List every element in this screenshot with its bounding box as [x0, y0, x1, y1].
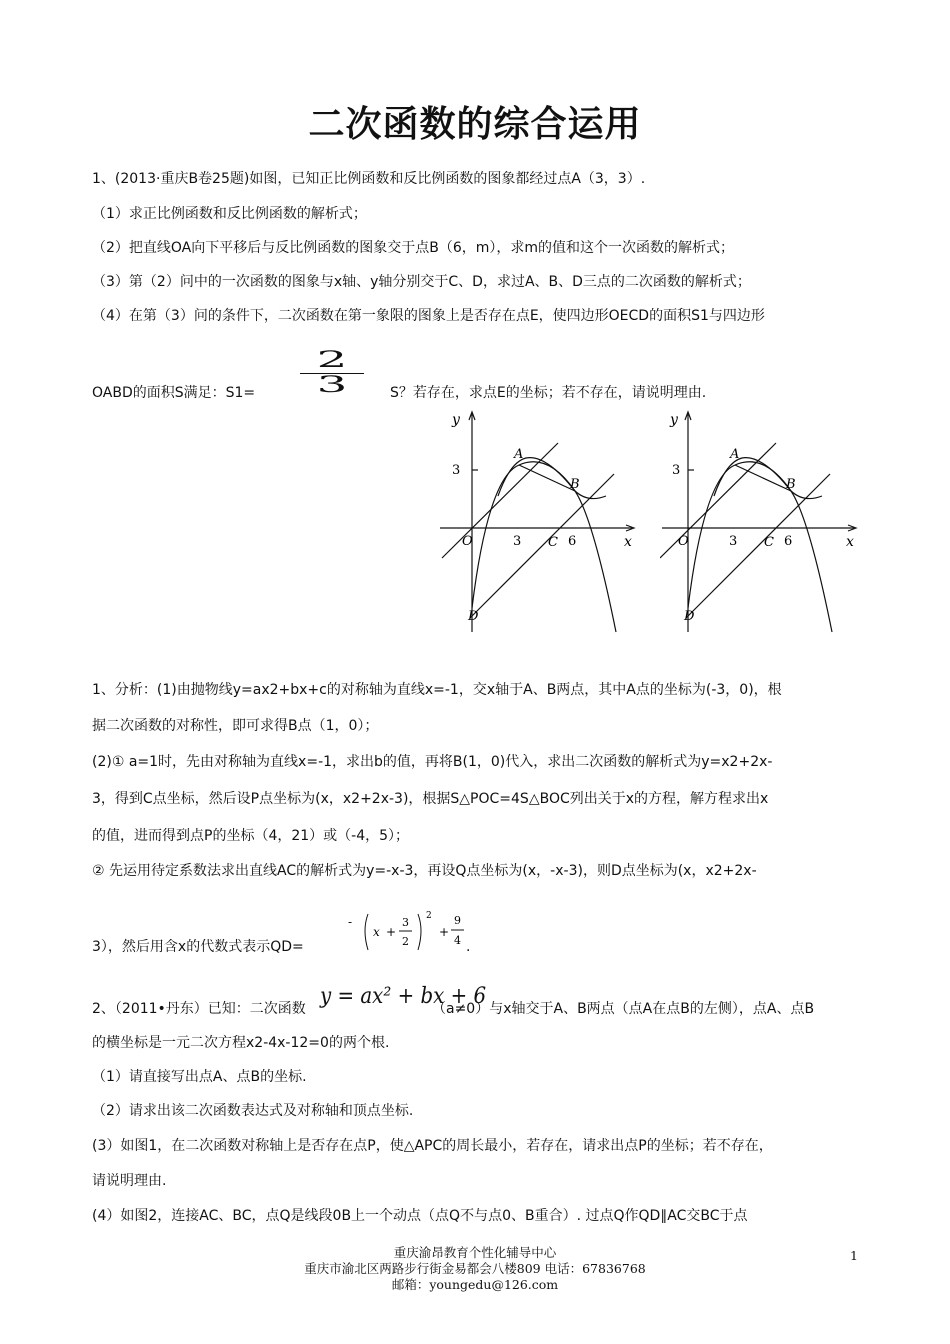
- analysis-line-5: 的值，进而得到点P的坐标（4，21）或（-4，5）；: [92, 828, 410, 844]
- label-O: O: [462, 534, 473, 549]
- formula-square: 2: [426, 911, 432, 921]
- label-A: A: [514, 447, 524, 462]
- formula-plus: +: [386, 925, 397, 939]
- formula-x: x: [373, 925, 380, 939]
- label-3x: 3: [729, 534, 738, 549]
- label-3y: 3: [672, 463, 681, 478]
- q2-line-1a: 2、（2011•丹东）已知：二次函数: [92, 1001, 306, 1017]
- footer-line-2: 重庆市渝北区两路步行街金易都会八楼809 电话：67836768: [304, 1261, 646, 1276]
- label-6: 6: [568, 534, 577, 549]
- hyperbola: [714, 458, 822, 499]
- page-title: 二次函数的综合运用: [308, 103, 642, 145]
- label-B: B: [786, 477, 796, 492]
- footer-line-1: 重庆渝昂教育个性化辅导中心: [393, 1245, 557, 1260]
- label-O: O: [678, 534, 689, 549]
- q1-part4: （4）在第（3）问的条件下，二次函数在第一象限的图象上是否存在点E，使四边形OECD的面积S1与四边形: [92, 308, 765, 324]
- q1-stem: 1、(2013·重庆B卷25题)如图，已知正比例函数和反比例函数的图象都经过点A（3，3）.: [92, 171, 646, 187]
- segment-AB: [735, 465, 791, 491]
- label-x: x: [624, 534, 632, 550]
- figure-right: [660, 408, 860, 636]
- label-A: A: [730, 447, 740, 462]
- fraction-two-thirds: [300, 350, 364, 397]
- paren-left: [365, 914, 368, 950]
- line-DB: [470, 474, 614, 618]
- formula-9: 9: [454, 914, 461, 927]
- q1-part3: （3）第（2）问中的一次函数的图象与x轴、y轴分别交于C、D，求过A、B、D三点的二次函数的解析式；: [92, 274, 751, 290]
- q2-line-2: 的横坐标是一元二次方程x2-4x-12=0的两个根.: [92, 1035, 390, 1051]
- formula-plus-2: +: [439, 925, 450, 939]
- label-y: y: [452, 412, 460, 428]
- analysis-line-7: 3），然后用含x的代数式表示QD=: [92, 939, 304, 955]
- label-C: C: [764, 535, 774, 550]
- figure-left: [438, 408, 638, 636]
- q1-part1: （1）求正比例函数和反比例函数的解析式；: [92, 206, 367, 222]
- footer-line-3: 邮箱：youngedu@126.com: [391, 1277, 559, 1292]
- paren-right: [418, 914, 421, 950]
- label-3y: 3: [452, 463, 461, 478]
- label-D: D: [684, 609, 695, 624]
- label-y: y: [670, 412, 678, 428]
- q1-part2: （2）把直线OA向下平移后与反比例函数的图象交于点B（6，m），求m的值和这个一次函数的解析式；: [92, 240, 735, 256]
- label-6: 6: [784, 534, 793, 549]
- line-DB: [686, 474, 830, 618]
- formula-4: 4: [454, 934, 461, 947]
- fraction-numerator: 2: [316, 348, 348, 373]
- parabola: [688, 462, 832, 632]
- parabola: [472, 462, 616, 632]
- q2-part1: （1）请直接写出点A、点B的坐标.: [92, 1069, 307, 1085]
- analysis-line-2: 据二次函数的对称性，即可求得B点（1，0）；: [92, 718, 379, 734]
- hyperbola: [498, 458, 606, 499]
- analysis-line-4: 3，得到C点坐标，然后设P点坐标为(x，x2+2x-3)，根据S△POC=4S△BOC列出关于x的方程，解方程求出x: [92, 791, 769, 807]
- q1-part4-cont-a: OABD的面积S满足：S1=: [92, 385, 256, 401]
- q2-part3-cont: 请说明理由.: [92, 1173, 167, 1189]
- qd-formula: [346, 906, 470, 956]
- q2-equation: y = ax² + bx + 6: [320, 984, 487, 1009]
- q2-part4: (4）如图2，连接AC、BC，点Q是线段0B上一个动点（点Q不与点0、B重合）. 过点Q作QD∥AC交BC于点: [92, 1208, 748, 1224]
- page-number: 1: [850, 1248, 858, 1263]
- analysis-line-7-end: .: [466, 939, 471, 955]
- analysis-line-3: (2)① a=1时，先由对称轴为直线x=-1，求出b的值，再将B(1，0)代入，求出二次函数的解析式为y=x2+2x-: [92, 754, 773, 770]
- fraction-denominator: 3: [316, 373, 348, 398]
- label-3x: 3: [513, 534, 522, 549]
- label-B: B: [570, 477, 580, 492]
- q2-part3: (3）如图1，在二次函数对称轴上是否存在点P，使△APC的周长最小，若存在，请求出点P的坐标；若不存在，: [92, 1138, 773, 1154]
- analysis-line-6: ② 先运用待定系数法求出直线AC的解析式为y=-x-3，再设Q点坐标为(x，-x-3)，则D点坐标为(x，x2+2x-: [92, 863, 757, 879]
- formula-2: 2: [402, 935, 409, 948]
- label-C: C: [548, 535, 558, 550]
- formula-3: 3: [402, 916, 409, 929]
- analysis-line-1: 1、分析：(1)由抛物线y=ax2+bx+c的对称轴为直线x=-1，交x轴于A、B两点，其中A点的坐标为(-3，0)，根: [92, 682, 782, 698]
- q2-line-1b: （a≠0）与x轴交于A、B两点（点A在点B的左侧），点A、点B: [432, 1001, 815, 1017]
- formula-minus: -: [348, 915, 353, 929]
- label-x: x: [846, 534, 854, 550]
- segment-AB: [519, 465, 575, 491]
- q1-part4-cont-b: S？若存在，求点E的坐标；若不存在，请说明理由.: [390, 385, 707, 401]
- q2-part2: （2）请求出该二次函数表达式及对称轴和顶点坐标.: [92, 1103, 414, 1119]
- label-D: D: [468, 609, 479, 624]
